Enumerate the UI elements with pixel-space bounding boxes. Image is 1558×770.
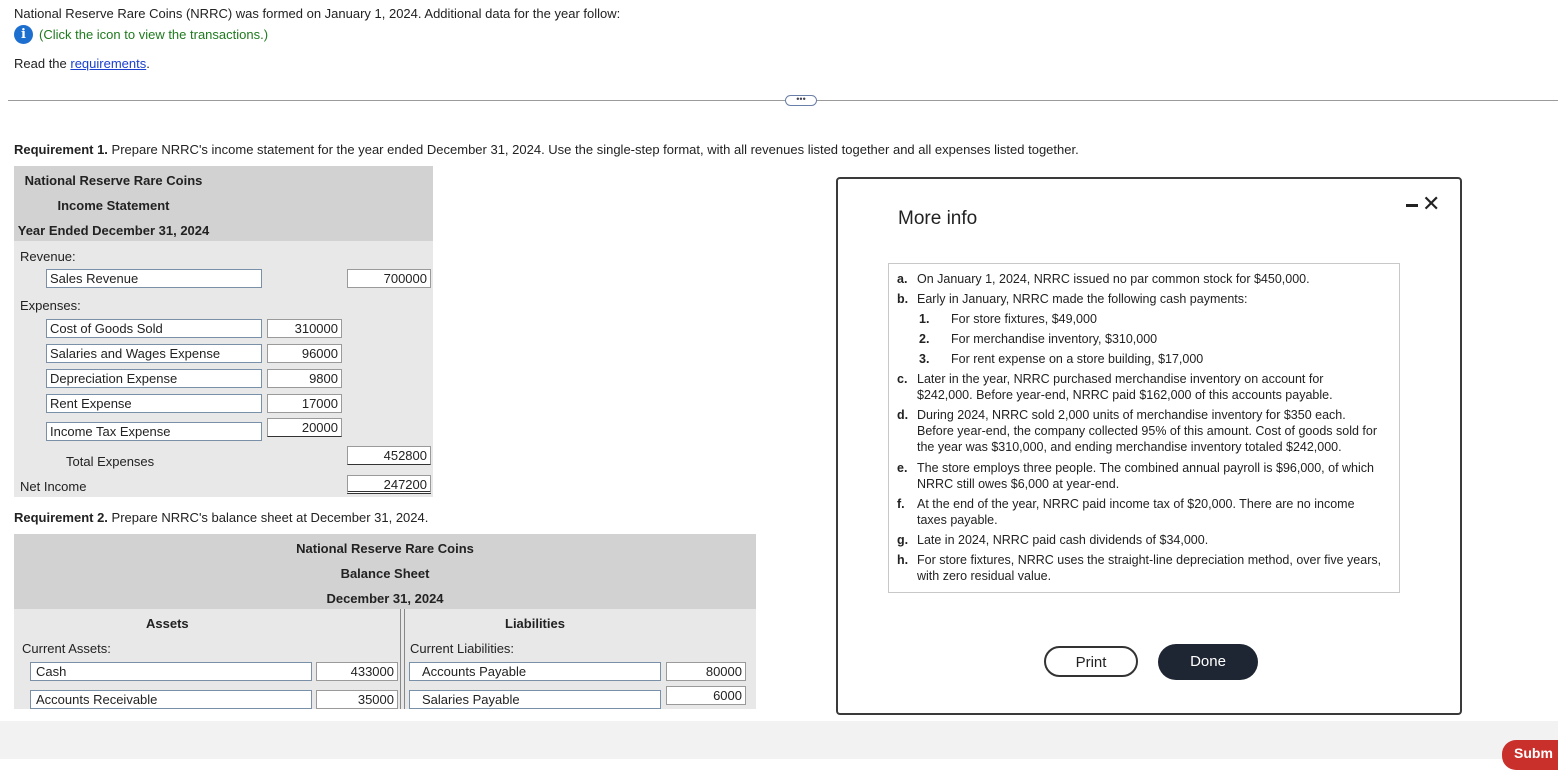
list-item-cont: $242,000. Before year-end, NRRC paid $162,000 of this accounts payable.	[917, 388, 1333, 402]
liabilities-header: Liabilities	[505, 616, 565, 631]
expense-account-field[interactable]: Income Tax Expense	[46, 422, 262, 441]
is-title: Income Statement	[57, 198, 170, 213]
print-button[interactable]: Print	[1044, 646, 1138, 677]
revenue-amount-field[interactable]: 700000	[347, 269, 431, 288]
read-suffix: .	[146, 56, 150, 71]
revenue-account-field[interactable]: Sales Revenue	[46, 269, 262, 288]
done-button[interactable]: Done	[1158, 644, 1258, 680]
divider	[8, 100, 1558, 101]
req2-text: Prepare NRRC's balance sheet at December 31, 2024.	[107, 510, 429, 525]
bs-date: December 31, 2024	[326, 591, 444, 606]
asset-amount-field[interactable]: 35000	[316, 690, 398, 709]
info-link-text[interactable]: (Click the icon to view the transactions.)	[39, 27, 269, 42]
bs-column-divider	[400, 609, 405, 709]
expense-amount-field[interactable]: 20000	[267, 418, 342, 437]
total-expenses-field[interactable]: 452800	[347, 446, 431, 465]
current-liabilities-label: Current Liabilities:	[410, 641, 515, 656]
asset-amount-field[interactable]: 433000	[316, 662, 398, 681]
expense-account-field[interactable]: Depreciation Expense	[46, 369, 262, 388]
expense-amount-field[interactable]: 310000	[267, 319, 342, 338]
req1-bold: Requirement 1.	[14, 142, 108, 157]
expenses-label: Expenses:	[20, 298, 81, 313]
expense-amount-field[interactable]: 96000	[267, 344, 342, 363]
expand-ellipsis-button[interactable]: •••	[785, 95, 817, 106]
minimize-icon[interactable]	[1406, 204, 1418, 207]
req2-bold: Requirement 2.	[14, 510, 108, 525]
expense-amount-field[interactable]: 17000	[267, 394, 342, 413]
expense-account-field[interactable]: Salaries and Wages Expense	[46, 344, 262, 363]
is-period: Year Ended December 31, 2024	[17, 223, 210, 238]
list-item-cont: taxes payable.	[917, 513, 998, 527]
list-item-cont: NRRC still owes $6,000 at year-end.	[917, 477, 1120, 491]
info-line	[14, 25, 268, 44]
intro-text: National Reserve Rare Coins (NRRC) was formed on January 1, 2024. Additional data for the year follow:	[14, 6, 621, 21]
expense-amount-field[interactable]: 9800	[267, 369, 342, 388]
current-assets-label: Current Assets:	[22, 641, 111, 656]
list-item-cont: the year was $310,000, and ending merchandise inventory totaled $242,000.	[917, 440, 1342, 454]
asset-account-field[interactable]: Cash	[30, 662, 312, 681]
balance-sheet-header	[14, 534, 756, 609]
bs-title: Balance Sheet	[340, 566, 430, 581]
liability-amount-field[interactable]: 6000	[666, 686, 746, 705]
req1-text: Prepare NRRC's income statement for the year ended December 31, 2024. Use the single-step format, with all revenues listed together and all expenses listed together.	[107, 142, 1079, 157]
total-expenses-label: Total Expenses	[66, 454, 155, 469]
close-icon[interactable]: ✕	[1422, 191, 1441, 216]
more-info-dialog	[836, 177, 1462, 715]
asset-account-field[interactable]: Accounts Receivable	[30, 690, 312, 709]
list-item-cont: with zero residual value.	[917, 569, 1052, 583]
submit-button[interactable]: Subm	[1502, 740, 1558, 770]
requirements-link[interactable]: requirements	[70, 56, 147, 71]
modal-title: More info	[898, 208, 978, 229]
net-income-field[interactable]: 247200	[347, 475, 431, 494]
bs-company: National Reserve Rare Coins	[296, 541, 474, 556]
transactions-list: a. On January 1, 2024, NRRC issued no par common stock for $450,000. b. Early in January, NRRC made the following cash payments: 1. For store fixtures, $49,000 2. For merchandise inventory, $310,000 3. For rent expense on a store building, $17,000 c. Later in the year, NRRC purchased merchandise inventory on account for $242,000. Before year-end, NRRC paid $162,000 of this accounts payable. d. During 2024, NRRC sold 2,000 units of merchandise inventory for $350 each. Before year-end, the company collected 95% of this amount. Cost of goods sold for the year was $310,000, and ending merchandise inventory totaled $242,000. e. The store employs three people. The combined annual payroll is $96,000, of which NRRC still owes $6,000 at year-end. f. At the end of the year, NRRC paid income tax of $20,000. There are no income taxes payable. g. Late in 2024, NRRC paid cash dividends of $34,000. h. For store fixtures, NRRC uses the straight-line depreciation method, over five years, with zero residual value.	[888, 263, 1400, 593]
requirement-2	[14, 510, 428, 525]
info-icon[interactable]: i	[14, 25, 33, 44]
read-prefix: Read the	[14, 56, 71, 71]
liability-account-field[interactable]: Salaries Payable	[409, 690, 661, 709]
net-income-label: Net Income	[20, 479, 87, 494]
revenue-label: Revenue:	[20, 249, 76, 264]
assets-header: Assets	[146, 616, 189, 631]
read-requirements	[14, 56, 150, 71]
list-item-cont: Before year-end, the company collected 95% of this amount. Cost of goods sold for	[917, 424, 1377, 438]
expense-account-field[interactable]: Cost of Goods Sold	[46, 319, 262, 338]
income-statement-header	[14, 166, 433, 241]
expense-account-field[interactable]: Rent Expense	[46, 394, 262, 413]
is-company: National Reserve Rare Coins	[24, 173, 203, 188]
requirement-1	[14, 142, 1079, 157]
footer-bar	[0, 721, 1558, 759]
liability-amount-field[interactable]: 80000	[666, 662, 746, 681]
liability-account-field[interactable]: Accounts Payable	[409, 662, 661, 681]
